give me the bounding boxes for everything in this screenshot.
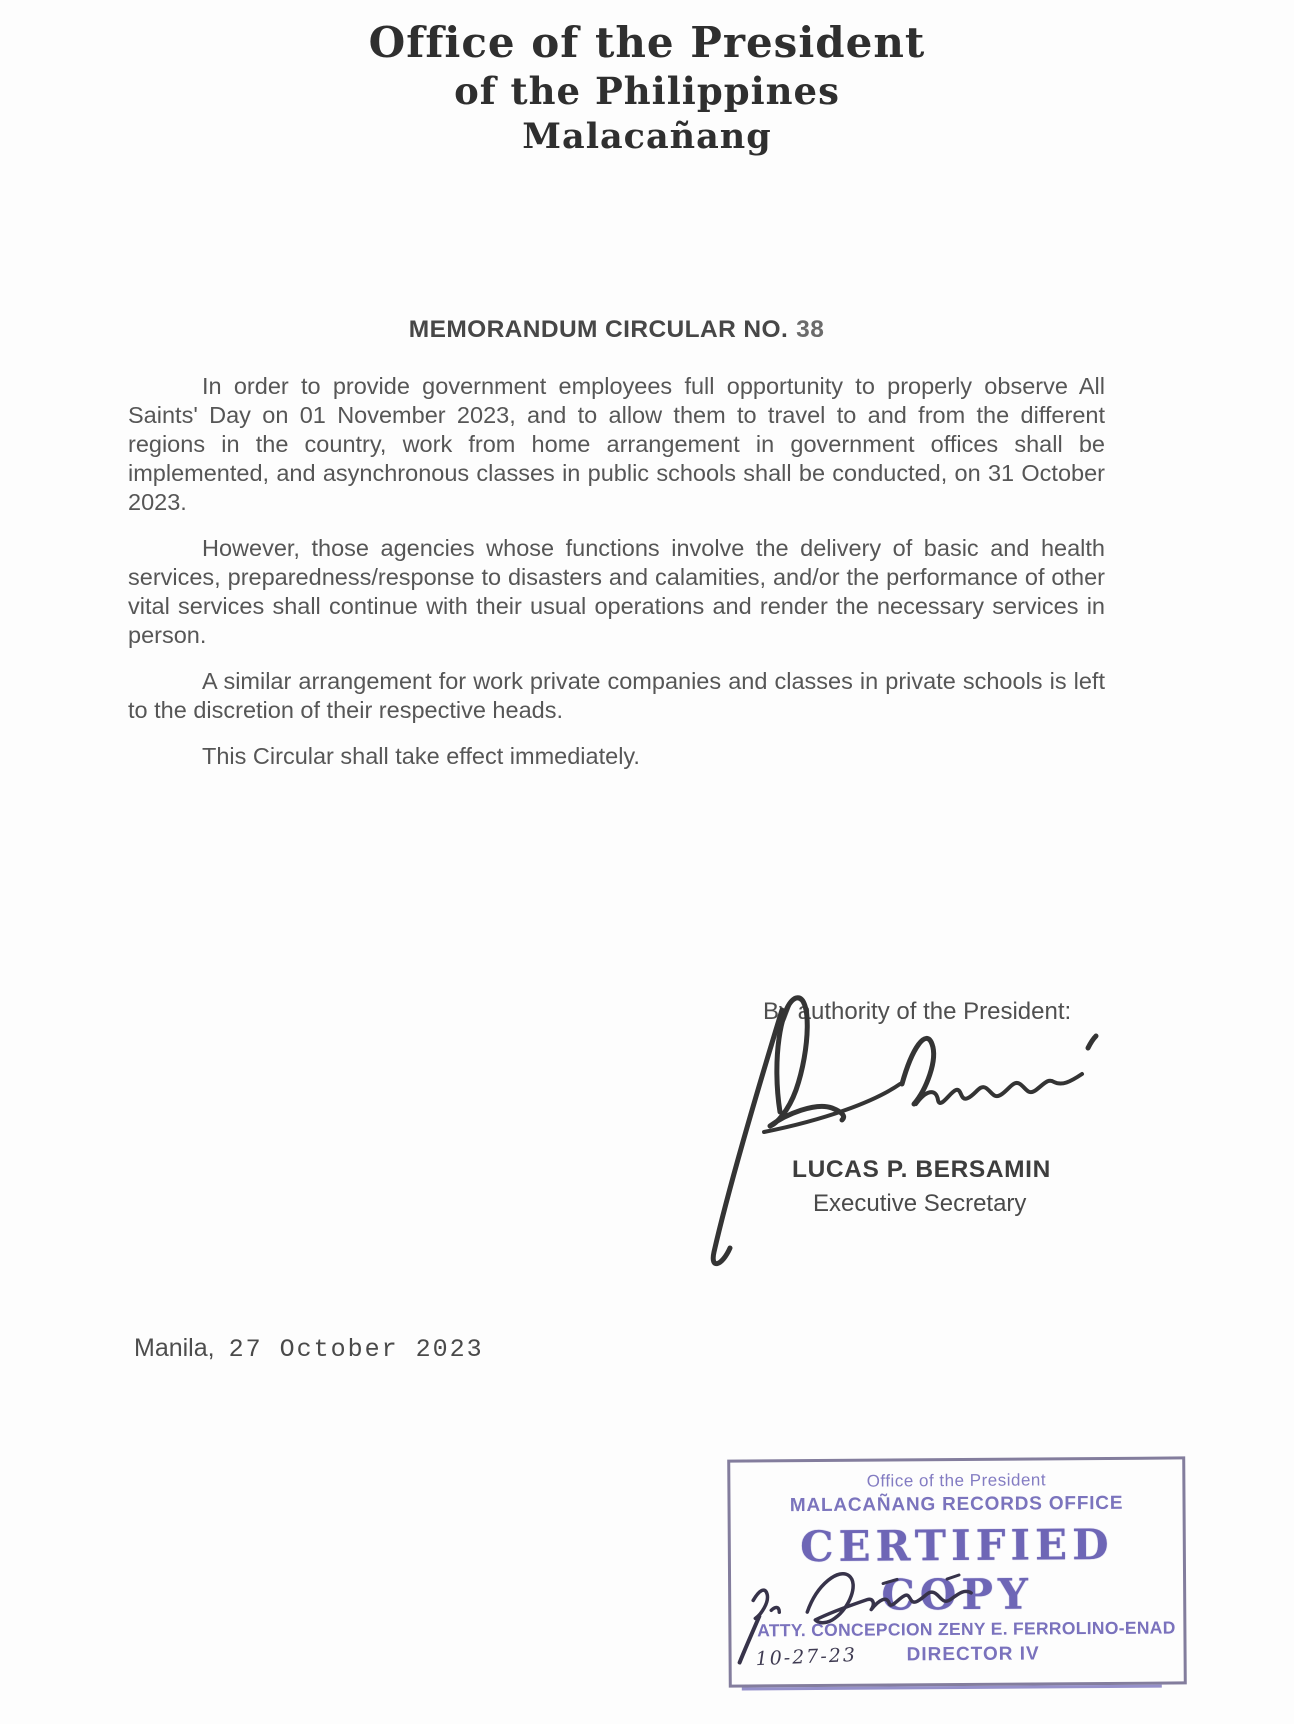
stamp-records-office-line: MALACAÑANG RECORDS OFFICE xyxy=(789,1492,1124,1517)
letterhead-line2: of the Philippines xyxy=(454,69,840,113)
paragraph-4: This Circular shall take effect immediately. xyxy=(202,743,640,769)
letterhead-line1: Office of the President xyxy=(368,18,926,67)
memorandum-title-label: MEMORANDUM CIRCULAR NO. xyxy=(408,316,789,343)
signatory-name: LUCAS P. BERSAMIN xyxy=(792,1156,1051,1183)
paragraph-2: However, those agencies whose functions involve the delivery of basic and health services, preparedness/response to disasters and calamities, and/or the performance of other vital services shall continue with their usual operations and render the necessary services in person. xyxy=(128,535,1105,648)
memorandum-body xyxy=(128,372,1105,788)
stamp-attorney-name: ATTY. CONCEPCION ZENY E. FERROLINO-ENAD xyxy=(757,1617,1176,1641)
signatory-title: Executive Secretary xyxy=(813,1190,1027,1217)
paragraph-3: A similar arrangement for work private companies and classes in private schools is left to the discretion of their respective heads. xyxy=(128,668,1105,723)
memorandum-number: 38 xyxy=(796,316,825,343)
authority-line: By authority of the President: xyxy=(763,998,1072,1025)
place-label: Manila, xyxy=(134,1334,215,1362)
date-value: 27 October 2023 xyxy=(228,1335,484,1364)
stamp-office-line: Office of the President xyxy=(866,1470,1047,1491)
stamp-handwritten-date: 10-27-23 xyxy=(755,1643,858,1671)
letterhead xyxy=(0,18,1294,160)
stamp-certified-copy-text: CERTIFIED COPY xyxy=(799,1519,1114,1620)
executive-secretary-signature-ink xyxy=(664,952,1104,1282)
letterhead-line3: Malacañang xyxy=(522,116,772,157)
stamp-bottom-rule xyxy=(742,1685,1162,1691)
place-date-line xyxy=(134,1334,484,1364)
memorandum-title xyxy=(128,316,1105,344)
paragraph-1: In order to provide government employees full opportunity to properly observe All Saints' Day on 01 November 2023, and to allow them to travel to and from the different regions in the country, work from home arrangement in government offices shall be implemented, and asynchronous classes in public schools shall be conducted, on 31 October 2023. xyxy=(128,373,1105,515)
stamp-director-title: DIRECTOR IV xyxy=(906,1643,1040,1666)
certified-copy-stamp xyxy=(727,1456,1187,1687)
